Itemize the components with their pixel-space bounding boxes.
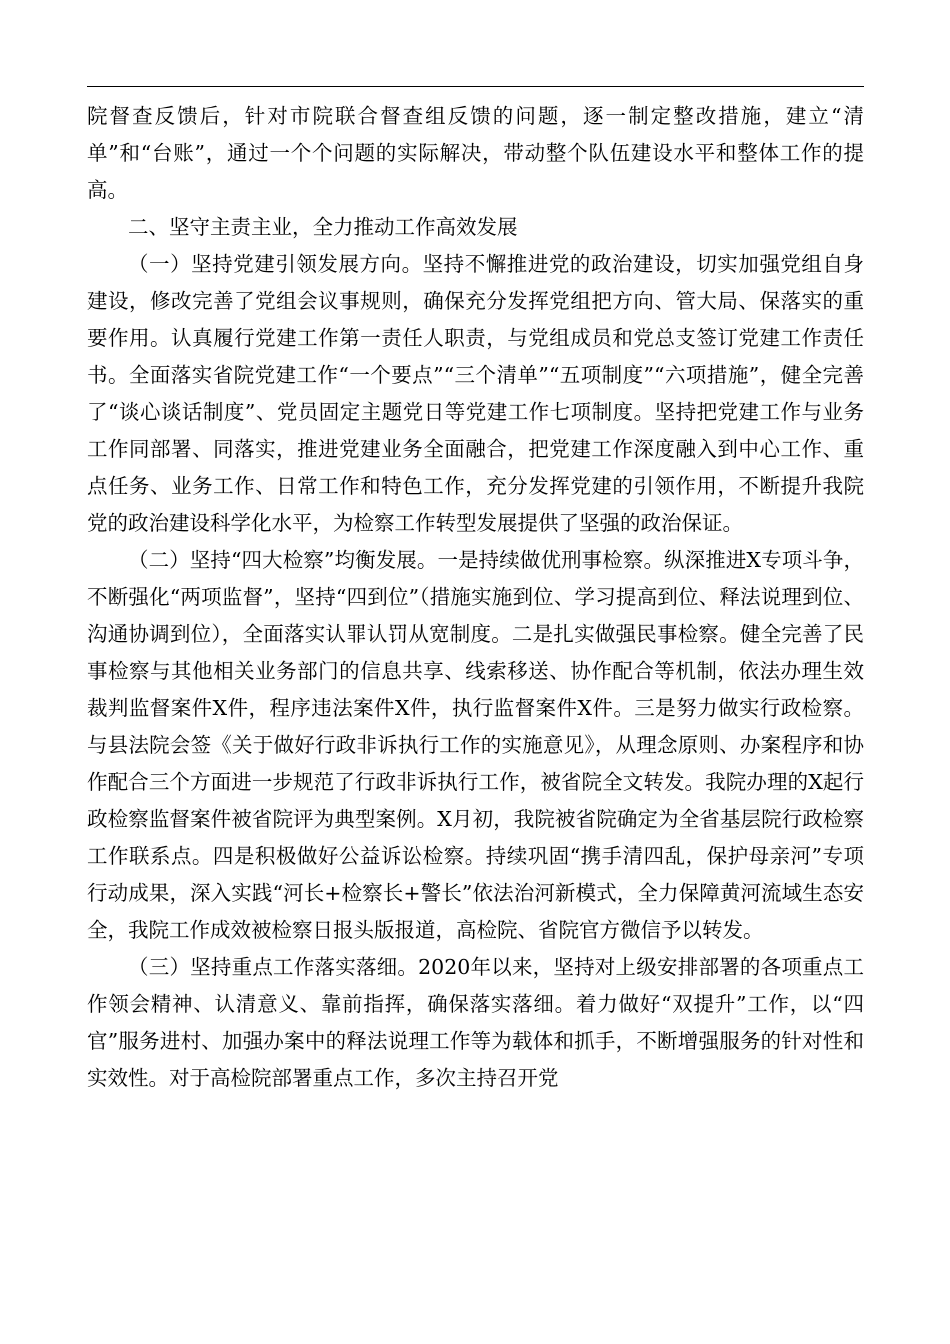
paragraph-four-procuratorates: （二）坚持“四大检察”均衡发展。一是持续做优刑事检察。纵深推进X专项斗争，不断强化“两项监督”，坚持“四到位”（措施实施到位、学习提高到位、释法说理到位、沟通协调到位），全面落实认罪认罚从宽制度。二是扎实做强民事检察。健全完善了民事检察与其他相关业务部门的信息共享、线索移送、协作配合等机制，依法办理生效裁判监督案件X件，程序违法案件X件，执行监督案件X件。三是努力做实行政检察。与县法院会签《关于做好行政非诉执行工作的实施意见》，从理念原则、办案程序和协作配合三个方面进一步规范了行政非诉执行工作，被省院全文转发。我院办理的X起行政检察监督案件被省院评为典型案例。X月初，我院被省院确定为全省基层院行政检察工作联系点。四是积极做好公益诉讼检察。持续巩固“携手清四乱，保护母亲河”专项行动成果，深入实践“河长+检察长+警长”依法治河新模式，全力保障黄河流域生态安全，我院工作成效被检察日报头版报道，高检院、省院官方微信予以转发。: [87, 548, 864, 942]
section-heading: 二、坚守主责主业，全力推动工作高效发展: [128, 215, 518, 239]
paragraph-party-building: （一）坚持党建引领发展方向。坚持不懈推进党的政治建设，切实加强党组自身建设，修改完善了党组会议事规则，确保充分发挥党组把方向、管大局、保落实的重要作用。认真履行党建工作第一责任人职责，与党组成员和党总支签订党建工作责任书。全面落实省院党建工作“一个要点”“三个清单”“五项制度”“六项措施”，健全完善了“谈心谈话制度”、党员固定主题党日等党建工作七项制度。坚持把党建工作与业务工作同部署、同落实，推进党建业务全面融合，把党建工作深度融入到中心工作、重点任务、业务工作、日常工作和特色工作，充分发挥党建的引领作用，不断提升我院党的政治建设科学化水平，为检察工作转型发展提供了坚强的政治保证。: [87, 252, 864, 535]
header-rule: [87, 86, 864, 87]
paragraph-key-work: （三）坚持重点工作落实落细。2020年以来，坚持对上级安排部署的各项重点工作领会精神、认清意义、靠前指挥，确保落实落细。着力做好“双提升”工作，以“四官”服务进村、加强办案中的释法说理工作等为载体和抓手，不断增强服务的针对性和实效性。对于高检院部署重点工作，多次主持召开党: [87, 955, 864, 1090]
document-body: [87, 98, 864, 1097]
paragraph-continued: 院督查反馈后，针对市院联合督查组反馈的问题，逐一制定整改措施，建立“清单”和“台账”，通过一个个问题的实际解决，带动整个队伍建设水平和整体工作的提高。: [87, 104, 864, 202]
